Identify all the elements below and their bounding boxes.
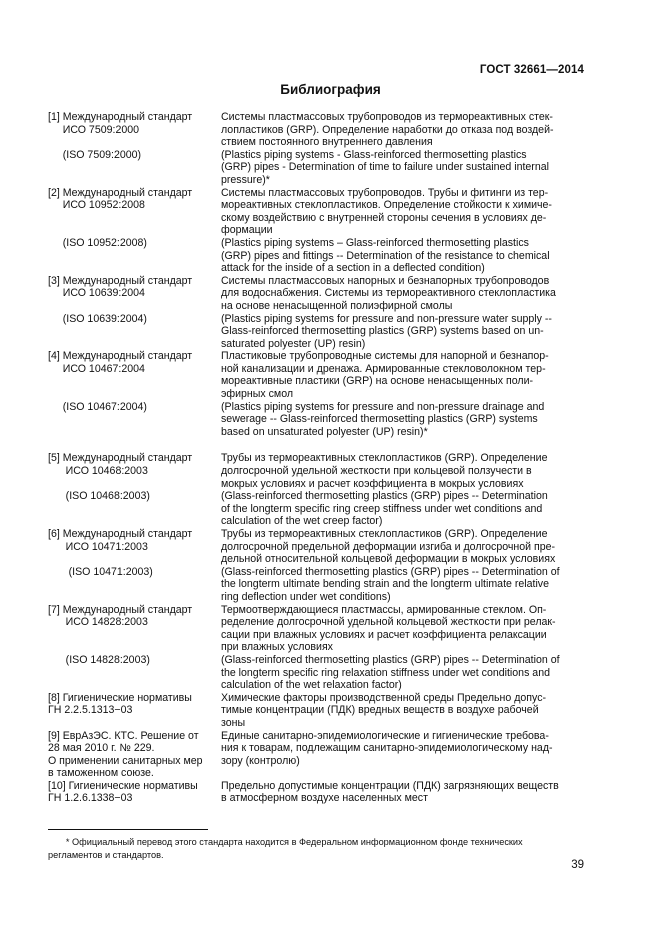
reference-label	[48, 111, 221, 149]
title-line: сации при влажных условиях и расчет коэффициента релаксации	[221, 628, 547, 641]
reference-label	[48, 730, 221, 780]
footnote-line: * Официальный перевод этого стандарта находится в Федеральном информационном фонде технических	[48, 837, 523, 847]
title-line: ring deflection under wet conditions)	[221, 590, 391, 603]
reference-line: ИСО 10471:2003	[48, 540, 148, 553]
title-line: (Plastics piping systems for pressure and non-pressure drainage and	[221, 400, 545, 413]
bibliography-entry	[48, 604, 588, 692]
title-line: долгосрочной удельной жесткости при кольцевой ползучести в	[221, 465, 532, 478]
reference-line: (ISO 7509:2000)	[48, 148, 142, 161]
reference-label-en	[48, 237, 221, 275]
reference-label-en	[48, 313, 221, 351]
reference-line: ИСО 10468:2003	[48, 465, 148, 478]
title-line: скому воздействию с внутренней стороны сечения в условиях де-	[221, 211, 547, 224]
title-line: эфирных смол	[221, 388, 294, 401]
title-line: мореактивные пластики (GRP) на основе ненасыщенных поли-	[221, 375, 534, 388]
title-line: при влажных условиях	[221, 641, 333, 654]
reference-title	[221, 452, 581, 490]
reference-title	[221, 730, 581, 780]
reference-title-en	[221, 490, 581, 528]
reference-label-en	[48, 566, 221, 604]
footnote-divider	[48, 829, 208, 830]
reference-line: (ISO 10467:2004)	[48, 400, 147, 413]
reference-title	[221, 111, 581, 149]
reference-line: (ISO 10471:2003)	[48, 565, 153, 578]
reference-title-en	[221, 237, 581, 275]
reference-line: [4] Международный стандарт	[48, 350, 193, 363]
standard-number: ГОСТ 32661—2014	[479, 64, 584, 76]
title-line: attack for the inside of a section in a deflected condition)	[221, 262, 485, 275]
title-line: ния к товарам, подлежащим санитарно-эпидемиологическому над-	[221, 742, 553, 755]
title-line: of the longterm specific ring creep stiffness under wet conditions and	[221, 502, 543, 515]
bibliography-entry	[48, 111, 588, 187]
page-number: 39	[571, 859, 584, 871]
title-line: (Plastics piping systems – Glass-reinforced thermosetting plastics	[221, 236, 529, 249]
reference-line: [9] ЕврАзЭС. КТС. Решение от	[48, 729, 199, 742]
title-line: мокрых условиях и расчет коэффициента в мокрых условиях	[221, 477, 524, 490]
title-line: зоны	[221, 716, 246, 729]
reference-line: 28 мая 2010 г. № 229.	[48, 742, 155, 755]
reference-line: О применении санитарных мер	[48, 754, 203, 767]
title-line: Системы пластмассовых трубопроводов из термореактивных стек-	[221, 111, 553, 123]
title-line: тимые концентрации (ПДК) вредных веществ в воздухе рабочей	[221, 704, 539, 717]
reference-line: (ISO 10952:2008)	[48, 236, 147, 249]
title-line: (Plastics piping systems for pressure and non-pressure water supply --	[221, 312, 552, 325]
reference-line: ИСО 7509:2000	[48, 123, 140, 136]
title-line: ной канализации и дренажа. Армированные стекловолокном тер-	[221, 362, 546, 375]
title-line: Пластиковые трубопроводные системы для напорной и безнапор-	[221, 350, 549, 363]
reference-title-en	[221, 149, 581, 187]
title-line: зору (контролю)	[221, 754, 300, 767]
reference-line: ИСО 14828:2003	[48, 616, 148, 629]
title-line: Трубы из термореактивных стеклопластиков (GRP). Определение	[221, 452, 548, 465]
reference-label	[48, 350, 221, 400]
bibliography-list	[48, 111, 588, 805]
reference-line: [6] Международный стандарт	[48, 528, 193, 540]
reference-label-en	[48, 149, 221, 187]
reference-label	[48, 604, 221, 654]
reference-line: (ISO 14828:2003)	[48, 653, 150, 666]
title-line: на основе ненасыщенной полиэфирной смолы	[221, 299, 453, 312]
bibliography-entry	[48, 275, 588, 351]
title-line: мореактивных стеклопластиков. Определение стойкости к химиче-	[221, 199, 552, 212]
bibliography-entry	[48, 528, 588, 604]
reference-title	[221, 528, 581, 566]
title-line: pressure)*	[221, 173, 270, 186]
reference-line: ИСО 10467:2004	[48, 362, 145, 375]
reference-title	[221, 187, 581, 237]
title-line: (Glass-reinforced thermosetting plastics (GRP) pipes -- Determination	[221, 490, 548, 503]
reference-label	[48, 275, 221, 313]
page-title: Библиография	[280, 82, 381, 97]
reference-title	[221, 692, 581, 730]
reference-label	[48, 528, 221, 566]
reference-line: ИСО 10639:2004	[48, 287, 145, 300]
reference-label	[48, 452, 221, 490]
title-line: дельной относительной кольцевой деформации в мокрых условиях	[221, 553, 556, 566]
reference-line: ИСО 10952:2008	[48, 199, 145, 212]
reference-title	[221, 780, 581, 805]
footnote-line: регламентов и стандартов.	[48, 849, 164, 860]
title-line: ределение долгосрочной удельной кольцевой жесткости при релак-	[221, 616, 556, 629]
reference-line: [3] Международный стандарт	[48, 274, 193, 287]
title-line: (GRP) pipes - Determination of time to failure under sustained internal	[221, 161, 549, 174]
bibliography-entry	[48, 730, 588, 780]
reference-line: [1] Международный стандарт	[48, 111, 193, 123]
reference-line: [7] Международный стандарт	[48, 603, 193, 616]
bibliography-entry	[48, 692, 588, 730]
reference-line: [8] Гигиенические нормативы	[48, 691, 192, 704]
title-line: для водоснабжения. Системы из термореактивного стеклопластика	[221, 287, 556, 300]
reference-title	[221, 275, 581, 313]
title-line: Системы пластмассовых напорных и безнапорных трубопроводов	[221, 274, 550, 287]
bibliography-entry	[48, 452, 588, 528]
title-line: the longterm specific ring relaxation stiffness under wet conditions and	[221, 666, 550, 679]
bibliography-entry	[48, 350, 588, 438]
reference-title-en	[221, 654, 581, 692]
reference-line: ГН 2.2.5.1313−03	[48, 704, 133, 717]
title-line: лопластиков (GRP). Определение наработки до отказа под воздей-	[221, 123, 554, 136]
bibliography-entry	[48, 780, 588, 805]
reference-label	[48, 780, 221, 805]
title-line: saturated polyester (UP) resin)	[221, 337, 366, 350]
title-line: Предельно допустимые концентрации (ПДК) загрязняющих веществ	[221, 779, 559, 792]
reference-title	[221, 604, 581, 654]
title-line: sewerage -- Glass-reinforced thermosetting plastics (GRP) systems	[221, 413, 538, 426]
title-line: Единые санитарно-эпидемиологические и гигиенические требова-	[221, 729, 549, 742]
title-line: Трубы из термореактивных стеклопластиков (GRP). Определение	[221, 528, 548, 540]
reference-line: [2] Международный стандарт	[48, 186, 193, 199]
reference-line: (ISO 10468:2003)	[48, 490, 150, 503]
reference-title-en	[221, 313, 581, 351]
reference-label-en	[48, 654, 221, 692]
title-line: the longterm ultimate bending strain and the longterm ultimate relative	[221, 578, 549, 591]
title-line: Термоотверждающиеся пластмассы, армированные стеклом. Оп-	[221, 603, 547, 616]
reference-label-en	[48, 401, 221, 439]
reference-label	[48, 692, 221, 730]
bibliography-entry	[48, 187, 588, 275]
reference-title-en	[221, 566, 581, 604]
title-line: Химические факторы производственной среды Предельно допус-	[221, 691, 547, 704]
footnote	[48, 836, 588, 861]
title-line: формации	[221, 224, 273, 237]
reference-title-en	[221, 401, 581, 439]
title-line: ствием постоянного внутреннего давления	[221, 136, 433, 149]
title-line: based on unsaturated polyester (UP) resin)*	[221, 425, 428, 438]
reference-line: [5] Международный стандарт	[48, 452, 193, 465]
reference-label	[48, 187, 221, 237]
title-line: calculation of the wet relaxation factor)	[221, 679, 402, 692]
title-line: Системы пластмассовых трубопроводов. Трубы и фитинги из тер-	[221, 186, 549, 199]
reference-title	[221, 350, 581, 400]
title-line: calculation of the wet creep factor)	[221, 515, 383, 528]
title-line: Glass-reinforced thermosetting plastics (GRP) systems based on un-	[221, 325, 544, 338]
reference-line: в таможенном союзе.	[48, 767, 154, 780]
reference-label-en	[48, 490, 221, 528]
title-line: (Glass-reinforced thermosetting plastics (GRP) pipes -- Determination of	[221, 653, 560, 666]
title-line: (Glass-reinforced thermosetting plastics (GRP) pipes -- Determination of	[221, 565, 560, 578]
title-line: (GRP) pipes and fittings -- Determination of the resistance to chemical	[221, 249, 550, 262]
title-line: долгосрочной предельной деформации изгиба и долгосрочной пре-	[221, 540, 556, 553]
reference-line: ГН 1.2.6.1338−03	[48, 792, 133, 805]
title-line: в атмосферном воздухе населенных мест	[221, 792, 428, 805]
reference-line: (ISO 10639:2004)	[48, 312, 147, 325]
title-line: (Plastics piping systems - Glass-reinforced thermosetting plastics	[221, 148, 527, 161]
reference-line: [10] Гигиенические нормативы	[48, 779, 198, 792]
